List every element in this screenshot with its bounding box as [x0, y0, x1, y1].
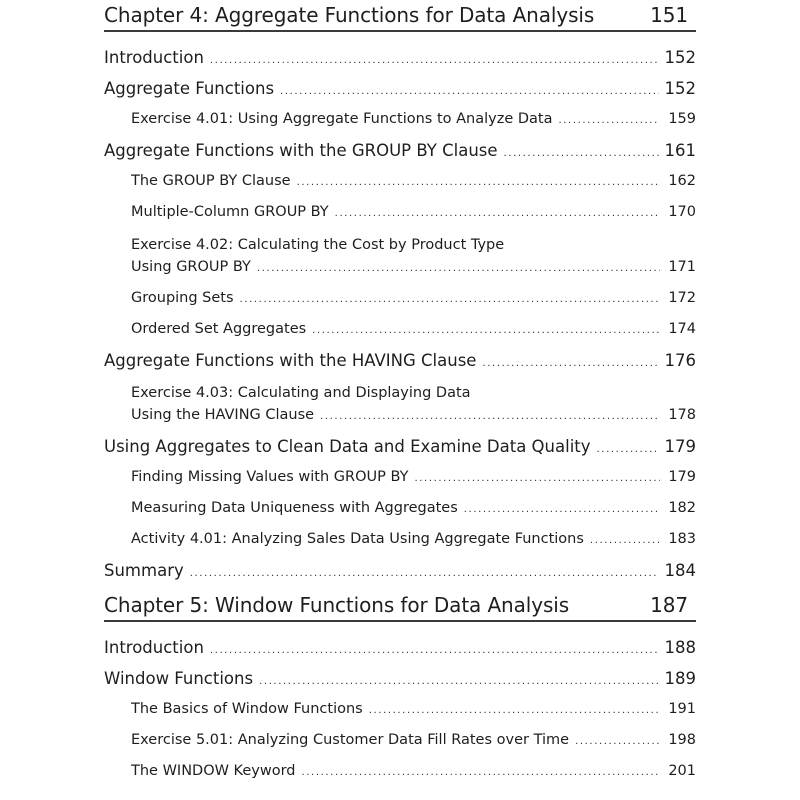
dot-leader — [464, 494, 660, 525]
toc-subentry[interactable] — [104, 524, 696, 555]
toc-entry-page: 172 — [668, 290, 696, 306]
toc-entry-label: The WINDOW Keyword — [131, 763, 296, 779]
toc-entry[interactable] — [104, 345, 696, 376]
dot-leader — [210, 45, 659, 76]
toc-subentry[interactable] — [104, 166, 696, 197]
dot-leader — [297, 167, 660, 198]
toc-entry-page: 152 — [664, 48, 696, 67]
toc-entry[interactable] — [104, 42, 696, 73]
toc-entry-label: Introduction — [104, 48, 204, 67]
dot-leader — [320, 406, 660, 428]
toc-entry-label: The GROUP BY Clause — [131, 173, 291, 189]
chapter-heading — [104, 0, 696, 32]
toc-entry-page: 183 — [668, 531, 696, 547]
toc-entry-page: 171 — [668, 259, 696, 275]
dot-leader — [259, 666, 658, 697]
dot-leader — [302, 757, 661, 788]
toc-entry-label-line2: Using GROUP BY — [131, 259, 251, 275]
toc-entry[interactable] — [104, 73, 696, 104]
toc-entry-page: 182 — [668, 500, 696, 516]
toc-subentry[interactable] — [104, 756, 696, 787]
toc-entry[interactable] — [104, 555, 696, 586]
toc-entry-label: Finding Missing Values with GROUP BY — [131, 469, 409, 485]
toc-entry-label: Using Aggregates to Clean Data and Examine Data Quality — [104, 437, 591, 456]
dot-leader — [257, 258, 660, 280]
dot-leader — [597, 434, 659, 465]
toc-subentry-multiline[interactable] — [104, 376, 696, 431]
toc-subentry[interactable] — [104, 197, 696, 228]
toc-entry-label: Aggregate Functions — [104, 79, 275, 98]
dot-leader — [559, 105, 661, 136]
toc-entry-page: 159 — [668, 111, 696, 127]
toc-entry-label: Introduction — [104, 638, 204, 657]
toc-entry-label: Window Functions — [104, 669, 254, 688]
toc-entry-label: Aggregate Functions with the HAVING Clause — [104, 351, 477, 370]
dot-leader — [504, 138, 659, 169]
dot-leader — [280, 76, 658, 107]
toc-subentry[interactable] — [104, 462, 696, 493]
dot-leader — [335, 198, 660, 229]
chapter-title: Chapter 5: Window Functions for Data Analysis — [104, 593, 570, 617]
toc-entry[interactable] — [104, 632, 696, 663]
toc-entry-page: 189 — [664, 669, 696, 688]
chapter-entries — [104, 622, 696, 787]
dot-leader — [482, 348, 658, 379]
dot-leader — [575, 726, 660, 757]
toc-entry[interactable] — [104, 135, 696, 166]
chapter-page-number: 187 — [650, 593, 688, 617]
toc-entry-page: 178 — [668, 407, 696, 423]
toc-entry-label: Measuring Data Uniqueness with Aggregates — [131, 500, 458, 516]
dot-leader — [210, 635, 659, 666]
toc-entry-page: 191 — [668, 701, 696, 717]
dot-leader — [414, 463, 660, 494]
toc-entry-label: Activity 4.01: Analyzing Sales Data Using Aggregate Functions — [131, 531, 584, 547]
toc-entry-label-line2: Using the HAVING Clause — [131, 407, 315, 423]
toc-subentry[interactable] — [104, 725, 696, 756]
toc-subentry-multiline[interactable] — [104, 228, 696, 283]
toc-entry-page: 176 — [664, 351, 696, 370]
toc-subentry[interactable] — [104, 314, 696, 345]
toc-entry-page: 170 — [668, 204, 696, 220]
dot-leader — [240, 284, 660, 315]
toc-entry-page: 188 — [664, 638, 696, 657]
toc-subentry[interactable] — [104, 104, 696, 135]
dot-leader — [369, 695, 660, 726]
dot-leader — [312, 315, 660, 346]
toc-entry-page: 174 — [668, 321, 696, 337]
toc-subentry[interactable] — [104, 283, 696, 314]
chapter-entries — [104, 32, 696, 586]
table-of-contents — [104, 0, 696, 787]
toc-entry-page: 198 — [668, 732, 696, 748]
toc-entry-label: Aggregate Functions with the GROUP BY Clause — [104, 141, 498, 160]
toc-subentry[interactable] — [104, 694, 696, 725]
toc-entry[interactable] — [104, 431, 696, 462]
toc-entry-page: 184 — [664, 561, 696, 580]
chapter-page-number: 151 — [650, 3, 688, 27]
dot-leader — [590, 525, 660, 556]
toc-entry-label-line1: Exercise 4.03: Calculating and Displaying Data — [131, 385, 471, 401]
toc-entry-page: 161 — [664, 141, 696, 160]
toc-entry-label: Exercise 4.01: Using Aggregate Functions to Analyze Data — [131, 111, 553, 127]
toc-entry-label: Summary — [104, 561, 184, 580]
toc-entry-label: Multiple-Column GROUP BY — [131, 204, 329, 220]
dot-leader — [190, 558, 659, 589]
chapter-title: Chapter 4: Aggregate Functions for Data Analysis — [104, 3, 595, 27]
toc-entry[interactable] — [104, 663, 696, 694]
toc-entry-label: The Basics of Window Functions — [131, 701, 363, 717]
toc-entry-label: Ordered Set Aggregates — [131, 321, 307, 337]
toc-entry-page: 201 — [668, 763, 696, 779]
toc-entry-page: 162 — [668, 173, 696, 189]
toc-entry-page: 179 — [664, 437, 696, 456]
toc-entry-label: Exercise 5.01: Analyzing Customer Data Fill Rates over Time — [131, 732, 570, 748]
toc-entry-page: 152 — [664, 79, 696, 98]
toc-subentry[interactable] — [104, 493, 696, 524]
chapter-heading — [104, 590, 696, 622]
toc-entry-label-line1: Exercise 4.02: Calculating the Cost by Product Type — [131, 237, 505, 253]
toc-entry-page: 179 — [668, 469, 696, 485]
toc-entry-label: Grouping Sets — [131, 290, 234, 306]
